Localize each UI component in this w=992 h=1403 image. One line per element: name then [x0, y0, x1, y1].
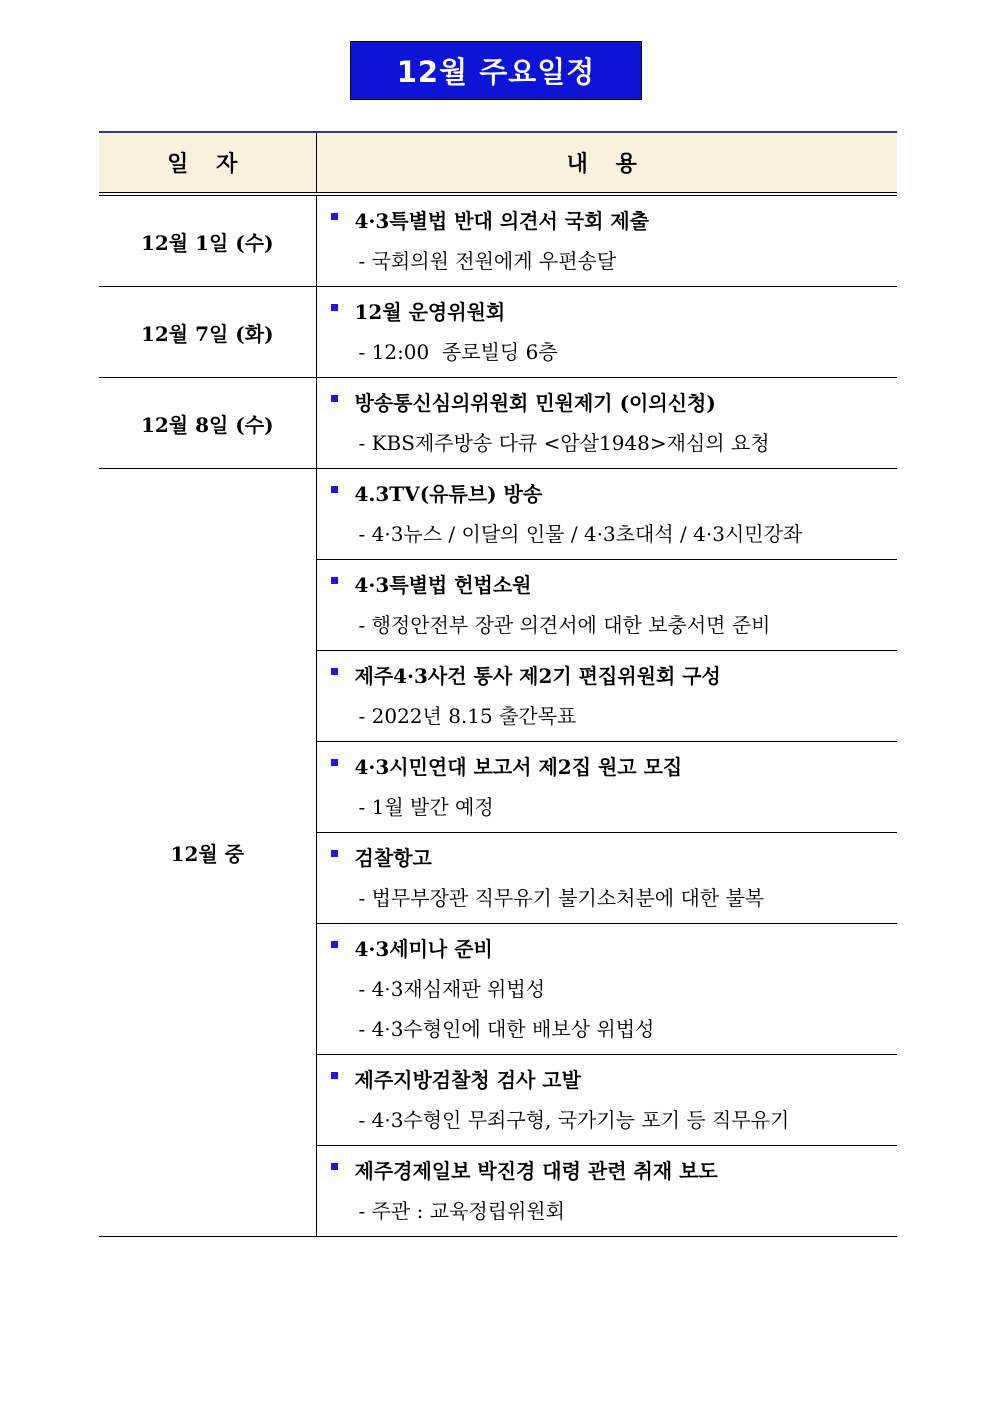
- schedule-item: [317, 833, 898, 923]
- item-detail: - 4·3뉴스 / 이달의 인물 / 4·3초대석 / 4·3시민강좌: [358, 522, 803, 546]
- square-bullet-icon: [331, 1163, 338, 1170]
- content-cell: [316, 924, 897, 1055]
- square-bullet-icon: [331, 941, 338, 948]
- square-bullet-icon: [331, 213, 338, 220]
- content-column-header: 내 용: [316, 132, 897, 194]
- item-title-line: [331, 572, 898, 598]
- date-cell: 12월 8일 (수): [99, 378, 316, 469]
- item-detail: - 4·3재심재판 위법성: [358, 977, 546, 1001]
- schedule-item: [317, 1055, 898, 1145]
- item-title: 제주지방검찰청 검사 고발: [354, 1068, 581, 1092]
- item-detail: - 12:00 종로빌딩 6층: [358, 340, 558, 364]
- square-bullet-icon: [331, 668, 338, 675]
- item-title-line: [331, 481, 898, 507]
- item-title: 제주4·3사건 통사 제2기 편집위원회 구성: [354, 664, 721, 688]
- table-row: [99, 469, 897, 560]
- content-cell: [316, 742, 897, 833]
- schedule-table: [99, 131, 897, 1237]
- content-cell: [316, 833, 897, 924]
- schedule-item: [317, 924, 898, 1054]
- item-title-line: [331, 754, 898, 780]
- content-cell: [316, 378, 897, 469]
- schedule-item: [317, 378, 898, 468]
- content-cell: [316, 651, 897, 742]
- item-detail: - 행정안전부 장관 의견서에 대한 보충서면 준비: [358, 613, 771, 637]
- item-detail: - 주관 : 교육정립위원회: [358, 1199, 565, 1223]
- item-detail: - 법무부장관 직무유기 불기소처분에 대한 불복: [358, 886, 765, 910]
- item-title-line: [331, 1067, 898, 1093]
- item-detail: - KBS제주방송 다큐 <암살1948>재심의 요청: [358, 431, 770, 455]
- content-cell: [316, 287, 897, 378]
- schedule-item: [317, 196, 898, 286]
- date-cell: 12월 중: [99, 469, 316, 1237]
- date-column-header: 일 자: [99, 132, 316, 194]
- square-bullet-icon: [331, 577, 338, 584]
- date-cell: 12월 1일 (수): [99, 194, 316, 287]
- item-title-line: [331, 663, 898, 689]
- item-detail: - 2022년 8.15 출간목표: [358, 704, 577, 728]
- content-cell: [316, 469, 897, 560]
- item-title: 검찰항고: [354, 846, 432, 870]
- square-bullet-icon: [331, 1072, 338, 1079]
- square-bullet-icon: [331, 304, 338, 311]
- item-title: 제주경제일보 박진경 대령 관련 취재 보도: [354, 1159, 718, 1183]
- content-cell: [316, 560, 897, 651]
- square-bullet-icon: [331, 850, 338, 857]
- item-title: 4·3시민연대 보고서 제2집 원고 모집: [354, 755, 683, 779]
- item-detail: - 국회의원 전원에게 우편송달: [358, 249, 617, 273]
- table-row: [99, 378, 897, 469]
- item-detail: - 4·3수형인에 대한 배보상 위법성: [358, 1017, 655, 1041]
- item-title: 4·3특별법 반대 의견서 국회 제출: [354, 209, 649, 233]
- schedule-item: [317, 469, 898, 559]
- schedule-item: [317, 1146, 898, 1236]
- table-row: [99, 287, 897, 378]
- item-title-line: [331, 208, 898, 234]
- schedule-item: [317, 651, 898, 741]
- table-row: [99, 194, 897, 287]
- square-bullet-icon: [331, 395, 338, 402]
- square-bullet-icon: [331, 759, 338, 766]
- page-title: 12월 주요일정: [350, 41, 642, 100]
- item-title: 4·3세미나 준비: [354, 937, 493, 961]
- item-title: 4.3TV(유튜브) 방송: [354, 482, 543, 506]
- item-title-line: [331, 845, 898, 871]
- item-title-line: [331, 390, 898, 416]
- table-header-row: [99, 132, 897, 194]
- item-title-line: [331, 299, 898, 325]
- item-title: 방송통신심의위원회 민원제기 (이의신청): [354, 391, 716, 415]
- date-cell: 12월 7일 (화): [99, 287, 316, 378]
- schedule-item: [317, 742, 898, 832]
- item-detail: - 4·3수형인 무죄구형, 국가기능 포기 등 직무유기: [358, 1108, 790, 1132]
- schedule-item: [317, 287, 898, 377]
- square-bullet-icon: [331, 486, 338, 493]
- content-cell: [316, 194, 897, 287]
- content-cell: [316, 1146, 897, 1237]
- item-title-line: [331, 936, 898, 962]
- item-title-line: [331, 1158, 898, 1184]
- content-cell: [316, 1055, 897, 1146]
- item-title: 4·3특별법 헌법소원: [354, 573, 532, 597]
- schedule-item: [317, 560, 898, 650]
- item-title: 12월 운영위원회: [354, 300, 506, 324]
- item-detail: - 1월 발간 예정: [358, 795, 494, 819]
